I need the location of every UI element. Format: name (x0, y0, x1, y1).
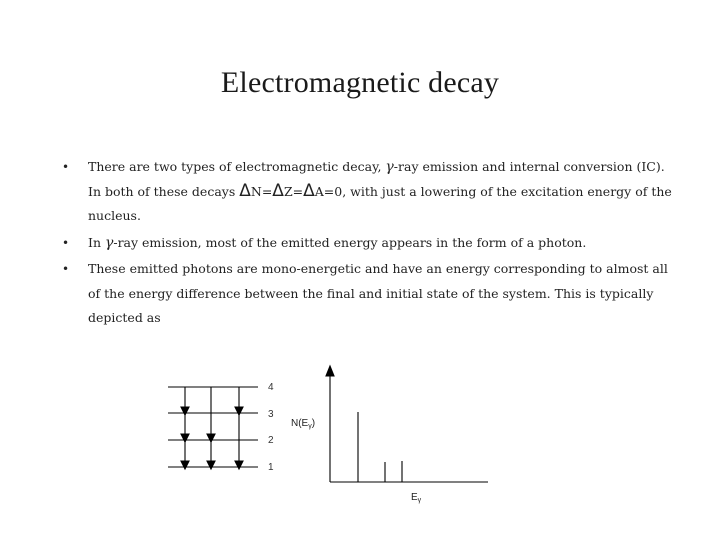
bullet-item (62, 155, 672, 229)
delta-symbol: Δ (239, 180, 251, 201)
formula-text: A=0 (314, 183, 343, 199)
gamma-symbol: γ (385, 159, 394, 175)
formula-text: Z= (283, 183, 304, 199)
arrowhead (235, 461, 243, 469)
arrowhead (235, 407, 243, 415)
level-label: 2 (268, 435, 274, 446)
level-label: 4 (268, 382, 274, 393)
y-axis-label: $N(E_\gamma)$ (291, 418, 316, 430)
arrowhead (181, 434, 189, 442)
arrowhead (207, 461, 215, 469)
bullet-marker: • (62, 262, 70, 276)
gamma-symbol: γ (104, 234, 114, 251)
y-axis-arrowhead (326, 366, 334, 376)
arrowhead (181, 407, 189, 415)
bullet-text: These emitted photons are mono-energetic and have an energy corresponding to almost all of the energy difference between the final and initial state of the system. This is typically depicted as (88, 261, 668, 325)
formula-text: N= (250, 183, 273, 199)
bullet-text: There are two types of electromagnetic decay, (88, 159, 386, 174)
delta-symbol: Δ (303, 180, 315, 201)
x-axis-label: $E_\gamma$ (411, 492, 422, 504)
arrowhead (181, 461, 189, 469)
energy-level-diagram (168, 387, 258, 469)
bullet-marker: • (62, 160, 70, 174)
bullet-marker: • (62, 235, 70, 250)
bullet-item (62, 231, 672, 256)
arrowhead (207, 434, 215, 442)
page-title: Electromagnetic decay (220, 66, 500, 99)
bullet-text: , with just a lowering of the excitation energy of the nucleus. (88, 183, 672, 223)
bullet-list (62, 155, 672, 333)
bullet-text: -ray emission, most of the emitted energy appears in the form of a photon. (113, 234, 587, 250)
bullet-item (62, 257, 672, 331)
bullet-text: In (88, 234, 105, 250)
spectrum-plot (326, 366, 488, 482)
level-label: 3 (268, 409, 274, 420)
delta-symbol: Δ (272, 180, 284, 201)
level-label: 1 (268, 462, 274, 473)
bullet-text: -ray emission and internal conversion (IC). In both of these decays (88, 159, 665, 199)
